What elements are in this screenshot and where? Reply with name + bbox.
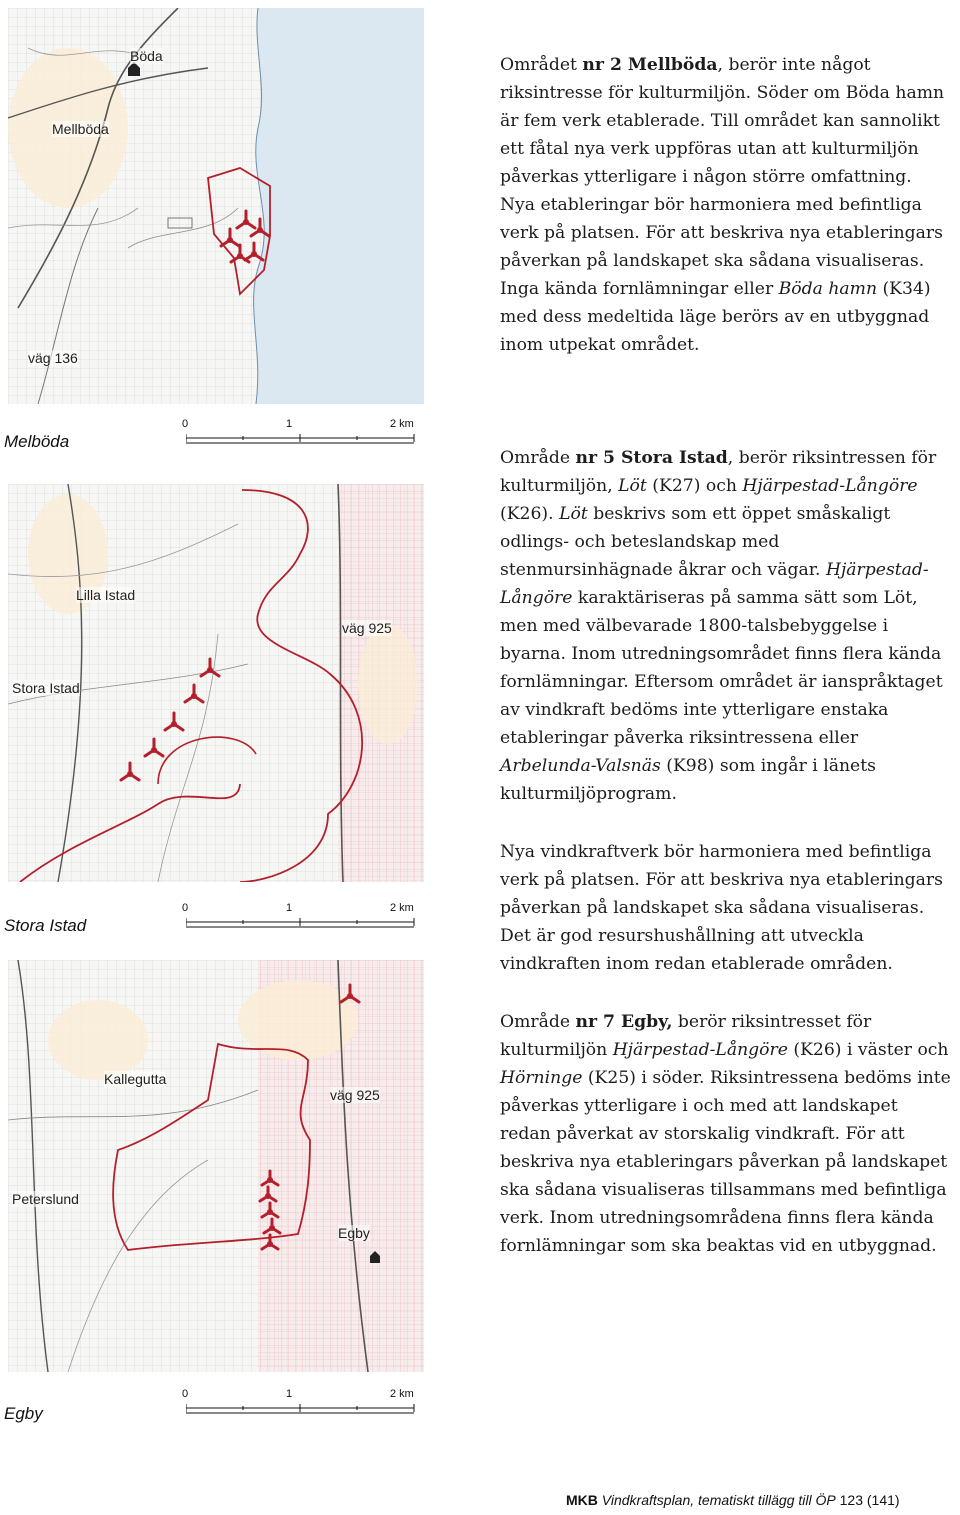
place-name: Hörninge bbox=[500, 1068, 583, 1088]
area-heading-7: nr 7 Egby, bbox=[575, 1012, 673, 1032]
place-name: Löt bbox=[618, 476, 647, 496]
text-run: (K27) och bbox=[646, 476, 743, 496]
scale-label-2: 2 km bbox=[390, 1388, 414, 1400]
place-name: Hjärpestad-Långöre bbox=[500, 560, 929, 608]
text-run: (K34) med dess medeltida läge berörs av en utbyggnad inom utpekat området. bbox=[500, 279, 931, 355]
scale-label-1: 1 bbox=[286, 418, 293, 430]
scale-label-1: 1 bbox=[286, 902, 293, 914]
text-run: berör riksintresset för kulturmiljön bbox=[500, 1012, 872, 1060]
text-run: karaktäriseras på samma sätt som Löt, men med välbevarade 1800-talsbebyggelse i byarna. Inom utredningsområdet finns flera kända fornlämningar. Eftersom området är ianspråktaget av vindkraft bedöms inte ytterligare enstaka etableringar påverka riksintressena eller bbox=[500, 588, 943, 748]
map-label-lilla-istad: Lilla Istad bbox=[76, 587, 136, 603]
place-name: Arbelunda-Valsnäs bbox=[500, 756, 661, 776]
text-run: Område bbox=[500, 1012, 576, 1032]
scale-label-2: 2 km bbox=[390, 902, 414, 914]
scale-label-2: 2 km bbox=[390, 418, 414, 430]
place-name: Hjärpestad-Långöre bbox=[612, 1040, 788, 1060]
scale-label-1: 1 bbox=[286, 1388, 293, 1400]
text-run: Området bbox=[500, 55, 583, 75]
map-egby bbox=[8, 960, 424, 1372]
page-footer bbox=[566, 1492, 900, 1508]
place-name: Böda hamn bbox=[778, 279, 878, 299]
place-name: Hjärpestad-Långöre bbox=[742, 476, 918, 496]
place-name: Löt bbox=[559, 504, 588, 524]
area-heading-2: nr 2 Mellböda bbox=[582, 55, 718, 75]
map-caption-stora-istad: Stora Istad bbox=[4, 916, 87, 935]
map-label-road-925: väg 925 bbox=[342, 620, 392, 636]
map-caption-egby: Egby bbox=[4, 1404, 43, 1423]
text-run: Nya vindkraftverk bör harmoniera med befintliga verk på platsen. För att beskriva nya etableringars påverkan på landskapet ska sådana visualiseras. Det är god resurshushållning att utveckla vindkraften inom redan etablerade områden. bbox=[500, 842, 943, 974]
text-run: (K25) i söder. Riksintressena bedöms inte påverkas ytterligare i och med att landskapet redan påverkat av storskalig vindkraft. För att beskriva nya etableringars påverkan på landskapet ska sådana visualiseras tillsammans med befintliga verk. Inom utredningsområdena finns flera kända fornlämningar som ska beaktas vid en utbyggnad. bbox=[500, 1068, 951, 1256]
scale-bar-3 bbox=[182, 1388, 420, 1420]
map-stora-istad bbox=[8, 484, 424, 882]
scale-bar-2 bbox=[182, 902, 420, 934]
map-label-road-136: väg 136 bbox=[28, 350, 78, 366]
scale-label-0: 0 bbox=[182, 1388, 189, 1400]
map-label-boda: Böda bbox=[130, 48, 163, 64]
text-run: (K26). bbox=[500, 504, 560, 524]
text-run: (K26) i väster och bbox=[787, 1040, 949, 1060]
map-label-road-925: väg 925 bbox=[330, 1087, 380, 1103]
area-heading-5: nr 5 Stora Istad bbox=[575, 448, 728, 468]
text-run: beskrivs som ett öppet småskaligt odlings- och beteslandskap med stenmursinhägnade åkrar och vägar. bbox=[500, 504, 891, 580]
page-number: 123 (141) bbox=[839, 1492, 900, 1508]
map-mellboda bbox=[8, 8, 424, 404]
map-label-egby: Egby bbox=[338, 1225, 370, 1241]
map-mellboda-graphic bbox=[8, 8, 424, 404]
text-run: , berör riksintressen för kulturmiljön, bbox=[500, 448, 937, 496]
map-label-kallegutta: Kallegutta bbox=[104, 1071, 167, 1087]
map-caption-mellboda: Melböda bbox=[4, 432, 70, 451]
paragraph-stora-istad bbox=[500, 444, 952, 808]
footer-title: Vindkraftsplan, tematiskt tillägg till ÖP bbox=[601, 1492, 836, 1508]
scale-label-0: 0 bbox=[182, 902, 189, 914]
paragraph-mellboda bbox=[500, 51, 952, 359]
scale-label-0: 0 bbox=[182, 418, 189, 430]
text-run: Område bbox=[500, 448, 576, 468]
text-run: , berör inte något riksintresse för kulturmiljön. Söder om Böda hamn är fem verk etablerade. Till området kan sannolikt ett fåtal nya verk uppföras utan att kulturmiljön påverkas ytterligare i någon större omfattning. Nya etableringar bör harmoniera med befintliga verk på platsen. För att beskriva nya etableringars påverkan på landskapet ska sådana visualiseras. Inga kända fornlämningar eller bbox=[500, 55, 945, 299]
map-egby-graphic bbox=[8, 960, 424, 1372]
map-label-stora-istad: Stora Istad bbox=[12, 680, 80, 696]
text-run: (K98) som ingår i länets kulturmiljöprogram. bbox=[500, 756, 876, 804]
map-label-mellboda: Mellböda bbox=[52, 121, 109, 137]
footer-brand: MKB bbox=[566, 1492, 598, 1508]
paragraph-harmoniera bbox=[500, 838, 952, 978]
map-label-peterslund: Peterslund bbox=[12, 1191, 79, 1207]
paragraph-egby bbox=[500, 1008, 952, 1260]
scale-bar-1 bbox=[182, 418, 420, 450]
